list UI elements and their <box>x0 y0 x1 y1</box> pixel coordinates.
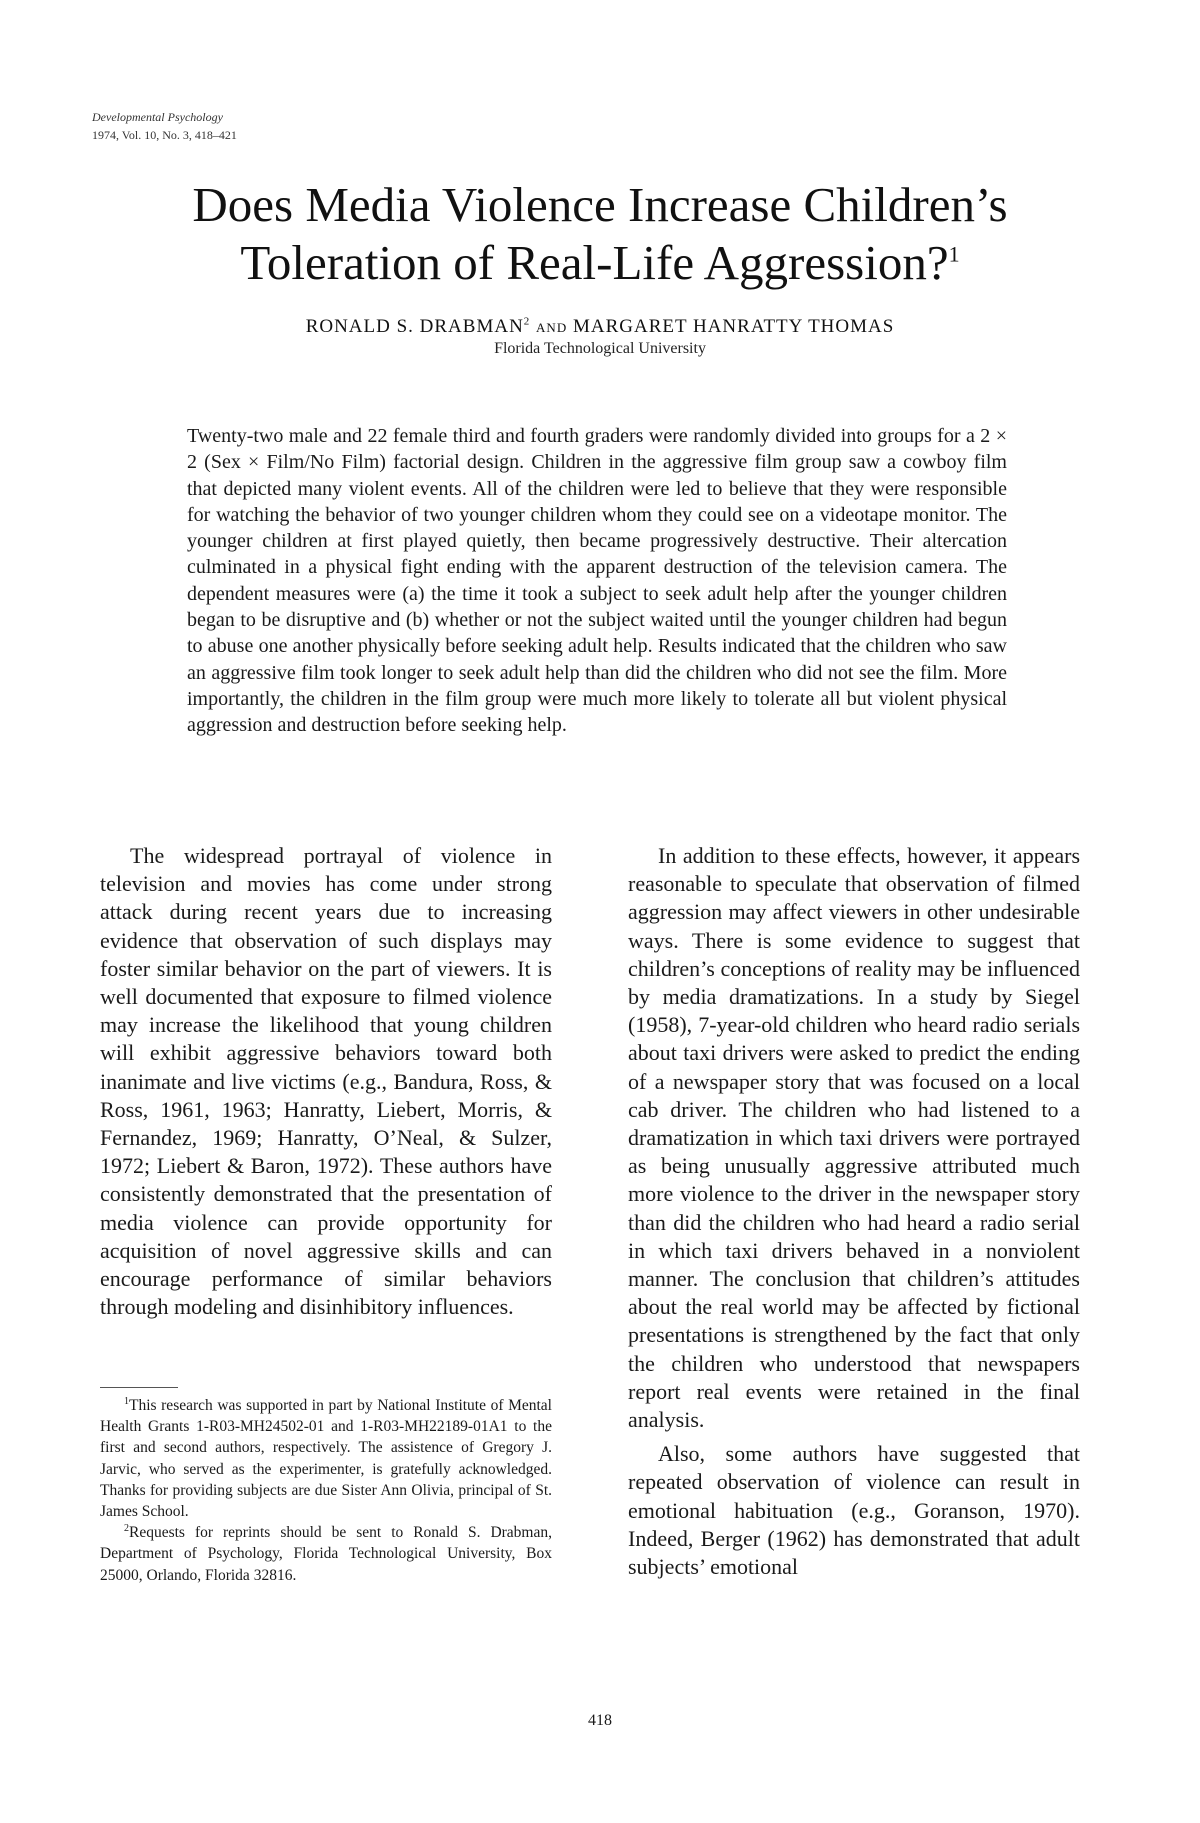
journal-name: Developmental Psychology <box>92 110 223 124</box>
intro-paragraph-3: Also, some authors have suggested that repeated observation of violence can result in emotional habituation (e.g., Goranson, 1970). Indeed, Berger (1962) has demonstrated that adult subjects’ emotional <box>628 1441 1080 1580</box>
footnote-1-mark: 1 <box>124 1395 129 1407</box>
intro-paragraph-2: In addition to these effects, however, it appears reasonable to speculate that observation of filmed aggression may affect viewers in other undesirable ways. There is some evidence to suggest that children’s conceptions of reality may be influenced by media dramatizations. In a study by Siegel (1958), 7-year-old children who heard radio serials about taxi drivers were asked to predict the ending of a newspaper story that was focused on a local cab driver. The children who had listened to a dramatization in which taxi drivers were portrayed as being unusually aggressive attributed much more violence to the driver in the newspaper story than did the children who had heard a radio serial in which taxi drivers behaved in a nonviolent manner. The conclusion that children’s attitudes about the real world may be affected by fictional presentations is strengthened by the fact that only the children who understood that newspapers report real events were retained in the final analysis. <box>628 843 1080 1433</box>
abstract: Twenty-two male and 22 female third and fourth graders were randomly divided into groups for a 2 × 2 (Sex × Film/No Film) factorial design. Children in the aggressive film group saw a cowboy film that depicted many violent events. All of the children were led to believe that they were responsible for watching the behavior of two younger children whom they could see on a videotape monitor. The younger children at first played quietly, then became progressively destructive. Their altercation culminated in a physical fight ending with the apparent destruction of the television camera. The dependent measures were (a) the time it took a subject to seek adult help after the younger children began to be disruptive and (b) whether or not the subject waited until the younger children had begun to abuse one another physically before seeking adult help. Results indicated that the children who saw an aggressive film took longer to seek adult help than did the children who did not see the film. More importantly, the children in the film group were much more likely to tolerate all but violent physical aggression and destruction before seeking help. <box>187 425 1007 737</box>
footnote-2 <box>100 1522 552 1586</box>
footnote-2-mark: 2 <box>124 1523 129 1535</box>
author-2: MARGARET HANRATTY THOMAS <box>572 316 895 337</box>
author-conjunction: AND <box>536 320 568 335</box>
body-column-right <box>628 842 1080 1581</box>
author-1-footnote-mark: 2 <box>523 315 531 328</box>
title-line-2: Toleration of Real-Life Aggression? <box>240 235 949 290</box>
title-line-1: Does Media Violence Increase Children’s <box>192 177 1008 232</box>
footnotes <box>100 1395 552 1586</box>
footnote-1 <box>100 1395 552 1522</box>
footnote-2-text: Requests for reprints should be sent to Ronald S. Drabman, Department of Psychology, Florida Technological University, Box 25000, Orlando, Florida 32816. <box>100 1524 552 1584</box>
title-footnote-mark: 1 <box>948 241 960 267</box>
journal-citation <box>92 108 237 144</box>
page-number: 418 <box>588 1712 612 1729</box>
affiliation: Florida Technological University <box>494 340 706 357</box>
author-1: RONALD S. DRABMAN <box>305 316 524 337</box>
author-line <box>100 316 1100 338</box>
article-title <box>100 176 1100 292</box>
footnote-divider <box>100 1387 178 1388</box>
footnote-1-text: This research was supported in part by National Institute of Mental Health Grants 1-R03-MH24502-01 and 1-R03-MH22189-01A1 to the first and second authors, respectively. The assistence of Gregory J. Jarvic, who served as the experimenter, is gratefully acknowledged. Thanks for providing subjects are due Sister Ann Olivia, principal of St. James School. <box>100 1397 552 1521</box>
body-column-left <box>100 842 552 1321</box>
journal-volume: 1974, Vol. 10, No. 3, 418–421 <box>92 128 237 142</box>
intro-paragraph-1: The widespread portrayal of violence in television and movies has come under strong attack during recent years due to increasing evidence that observation of such displays may foster similar behavior on the part of viewers. It is well documented that exposure to filmed violence may increase the likelihood that young children will exhibit aggressive behaviors toward both inanimate and live victims (e.g., Bandura, Ross, & Ross, 1961, 1963; Hanratty, Liebert, Morris, & Fernandez, 1969; Hanratty, O’Neal, & Sulzer, 1972; Liebert & Baron, 1972). These authors have consistently demonstrated that the presentation of media violence can provide opportunity for acquisition of novel aggressive skills and can encourage performance of similar behaviors through modeling and disinhibitory influences. <box>100 843 552 1320</box>
